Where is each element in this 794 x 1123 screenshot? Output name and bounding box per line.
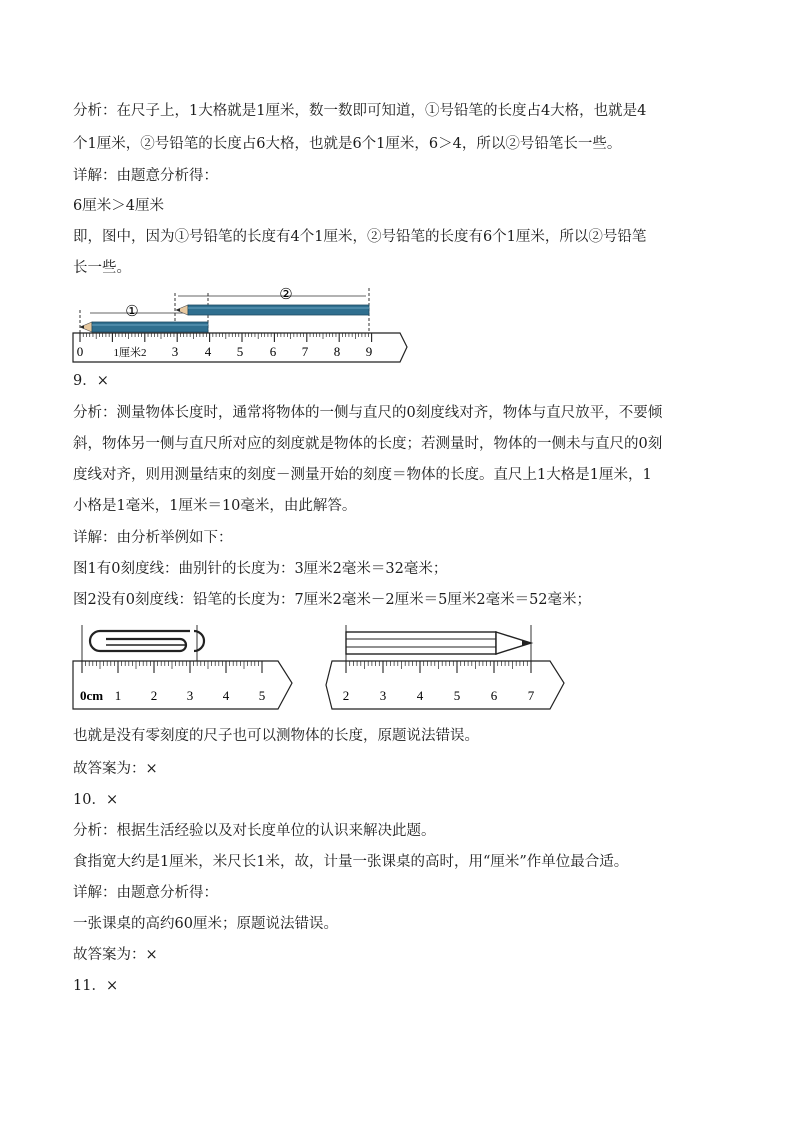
text-line: 6厘米＞4厘米 xyxy=(73,198,164,214)
tick-label: 5 xyxy=(236,344,244,359)
text-line: 详解：由题意分析得： xyxy=(73,168,218,184)
text-line: 食指宽大约是1厘米，米尺长1米，故，计量一张课桌的高时，用“厘米”作单位最合适。 xyxy=(73,854,629,870)
tick-label: 4 xyxy=(416,688,424,703)
text-line: 一张课桌的高约60厘米；原题说法错误。 xyxy=(73,916,338,932)
tick-label: 1厘米2 xyxy=(113,347,147,359)
tick-label: 6 xyxy=(269,344,277,359)
text-line: 分析：在尺子上，1大格就是1厘米，数一数即可知道，①号铅笔的长度占4大格，也就是4 xyxy=(73,103,647,119)
tick-label: 3 xyxy=(171,344,179,359)
tick-label: 4 xyxy=(204,344,212,359)
text-line: 分析：测量物体长度时，通常将物体的一侧与直尺的0刻度线对齐，物体与直尺放平，不要倾 xyxy=(73,405,663,421)
tick-label: 5 xyxy=(453,688,461,703)
text-line: 度线对齐，则用测量结束的刻度－测量开始的刻度＝物体的长度。直尺上1大格是1厘米，1 xyxy=(73,467,652,483)
tick-label: 0 xyxy=(76,344,84,359)
text-line: 也就是没有零刻度的尺子也可以测物体的长度，原题说法错误。 xyxy=(73,728,479,744)
tick-label: 1 xyxy=(114,688,122,703)
tick-label: 5 xyxy=(258,688,266,703)
paperclip-ruler-figure xyxy=(70,623,298,713)
tick-label: 3 xyxy=(186,688,194,703)
text-line: 故答案为：× xyxy=(73,761,158,777)
text-line: 图2没有0刻度线：铅笔的长度为：7厘米2毫米－2厘米＝5厘米2毫米＝52毫米； xyxy=(73,592,592,608)
text-line: 斜，物体另一侧与直尺所对应的刻度就是物体的长度；若测量时，物体的一侧未与直尺的0刻 xyxy=(73,436,663,452)
text-line: 小格是1毫米，1厘米＝10毫米，由此解答。 xyxy=(73,498,357,514)
pencil-no-zero-ruler-figure xyxy=(322,623,570,713)
pencil-2-label: ② xyxy=(279,287,293,303)
tick-label: 6 xyxy=(490,688,498,703)
tick-label: 0cm xyxy=(80,688,104,703)
text-line: 个1厘米，②号铅笔的长度占6大格，也就是6个1厘米，6＞4，所以②号铅笔长一些。 xyxy=(73,136,622,152)
tick-label: 3 xyxy=(379,688,387,703)
text-line: 详解：由题意分析得： xyxy=(73,885,218,901)
tick-label: 4 xyxy=(222,688,230,703)
text-line: 即，图中，因为①号铅笔的长度有4个1厘米，②号铅笔的长度有6个1厘米，所以②号铅笔 xyxy=(73,229,647,245)
text-line: 图1有0刻度线：曲别针的长度为：3厘米2毫米＝32毫米； xyxy=(73,561,448,577)
text-line: 9．× xyxy=(73,373,109,389)
text-line: 分析：根据生活经验以及对长度单位的认识来解决此题。 xyxy=(73,823,436,839)
text-line: 长一些。 xyxy=(73,260,131,276)
pencil-1 xyxy=(80,322,208,332)
tick-label: 2 xyxy=(342,688,350,703)
paperclip xyxy=(90,631,204,651)
tick-label: 7 xyxy=(527,688,535,703)
tick-label: 9 xyxy=(365,344,373,359)
text-line: 故答案为：× xyxy=(73,947,158,963)
pencil-2 xyxy=(176,305,369,315)
tick-label: 8 xyxy=(333,344,341,359)
pencil-1-label: ① xyxy=(125,304,139,320)
tick-label: 7 xyxy=(301,344,309,359)
pencil-ruler-figure xyxy=(70,283,410,365)
pencil xyxy=(346,632,531,654)
text-line: 10．× xyxy=(73,792,119,808)
text-line: 11．× xyxy=(73,978,119,994)
tick-label: 2 xyxy=(150,688,158,703)
text-line: 详解：由分析举例如下： xyxy=(73,530,233,546)
